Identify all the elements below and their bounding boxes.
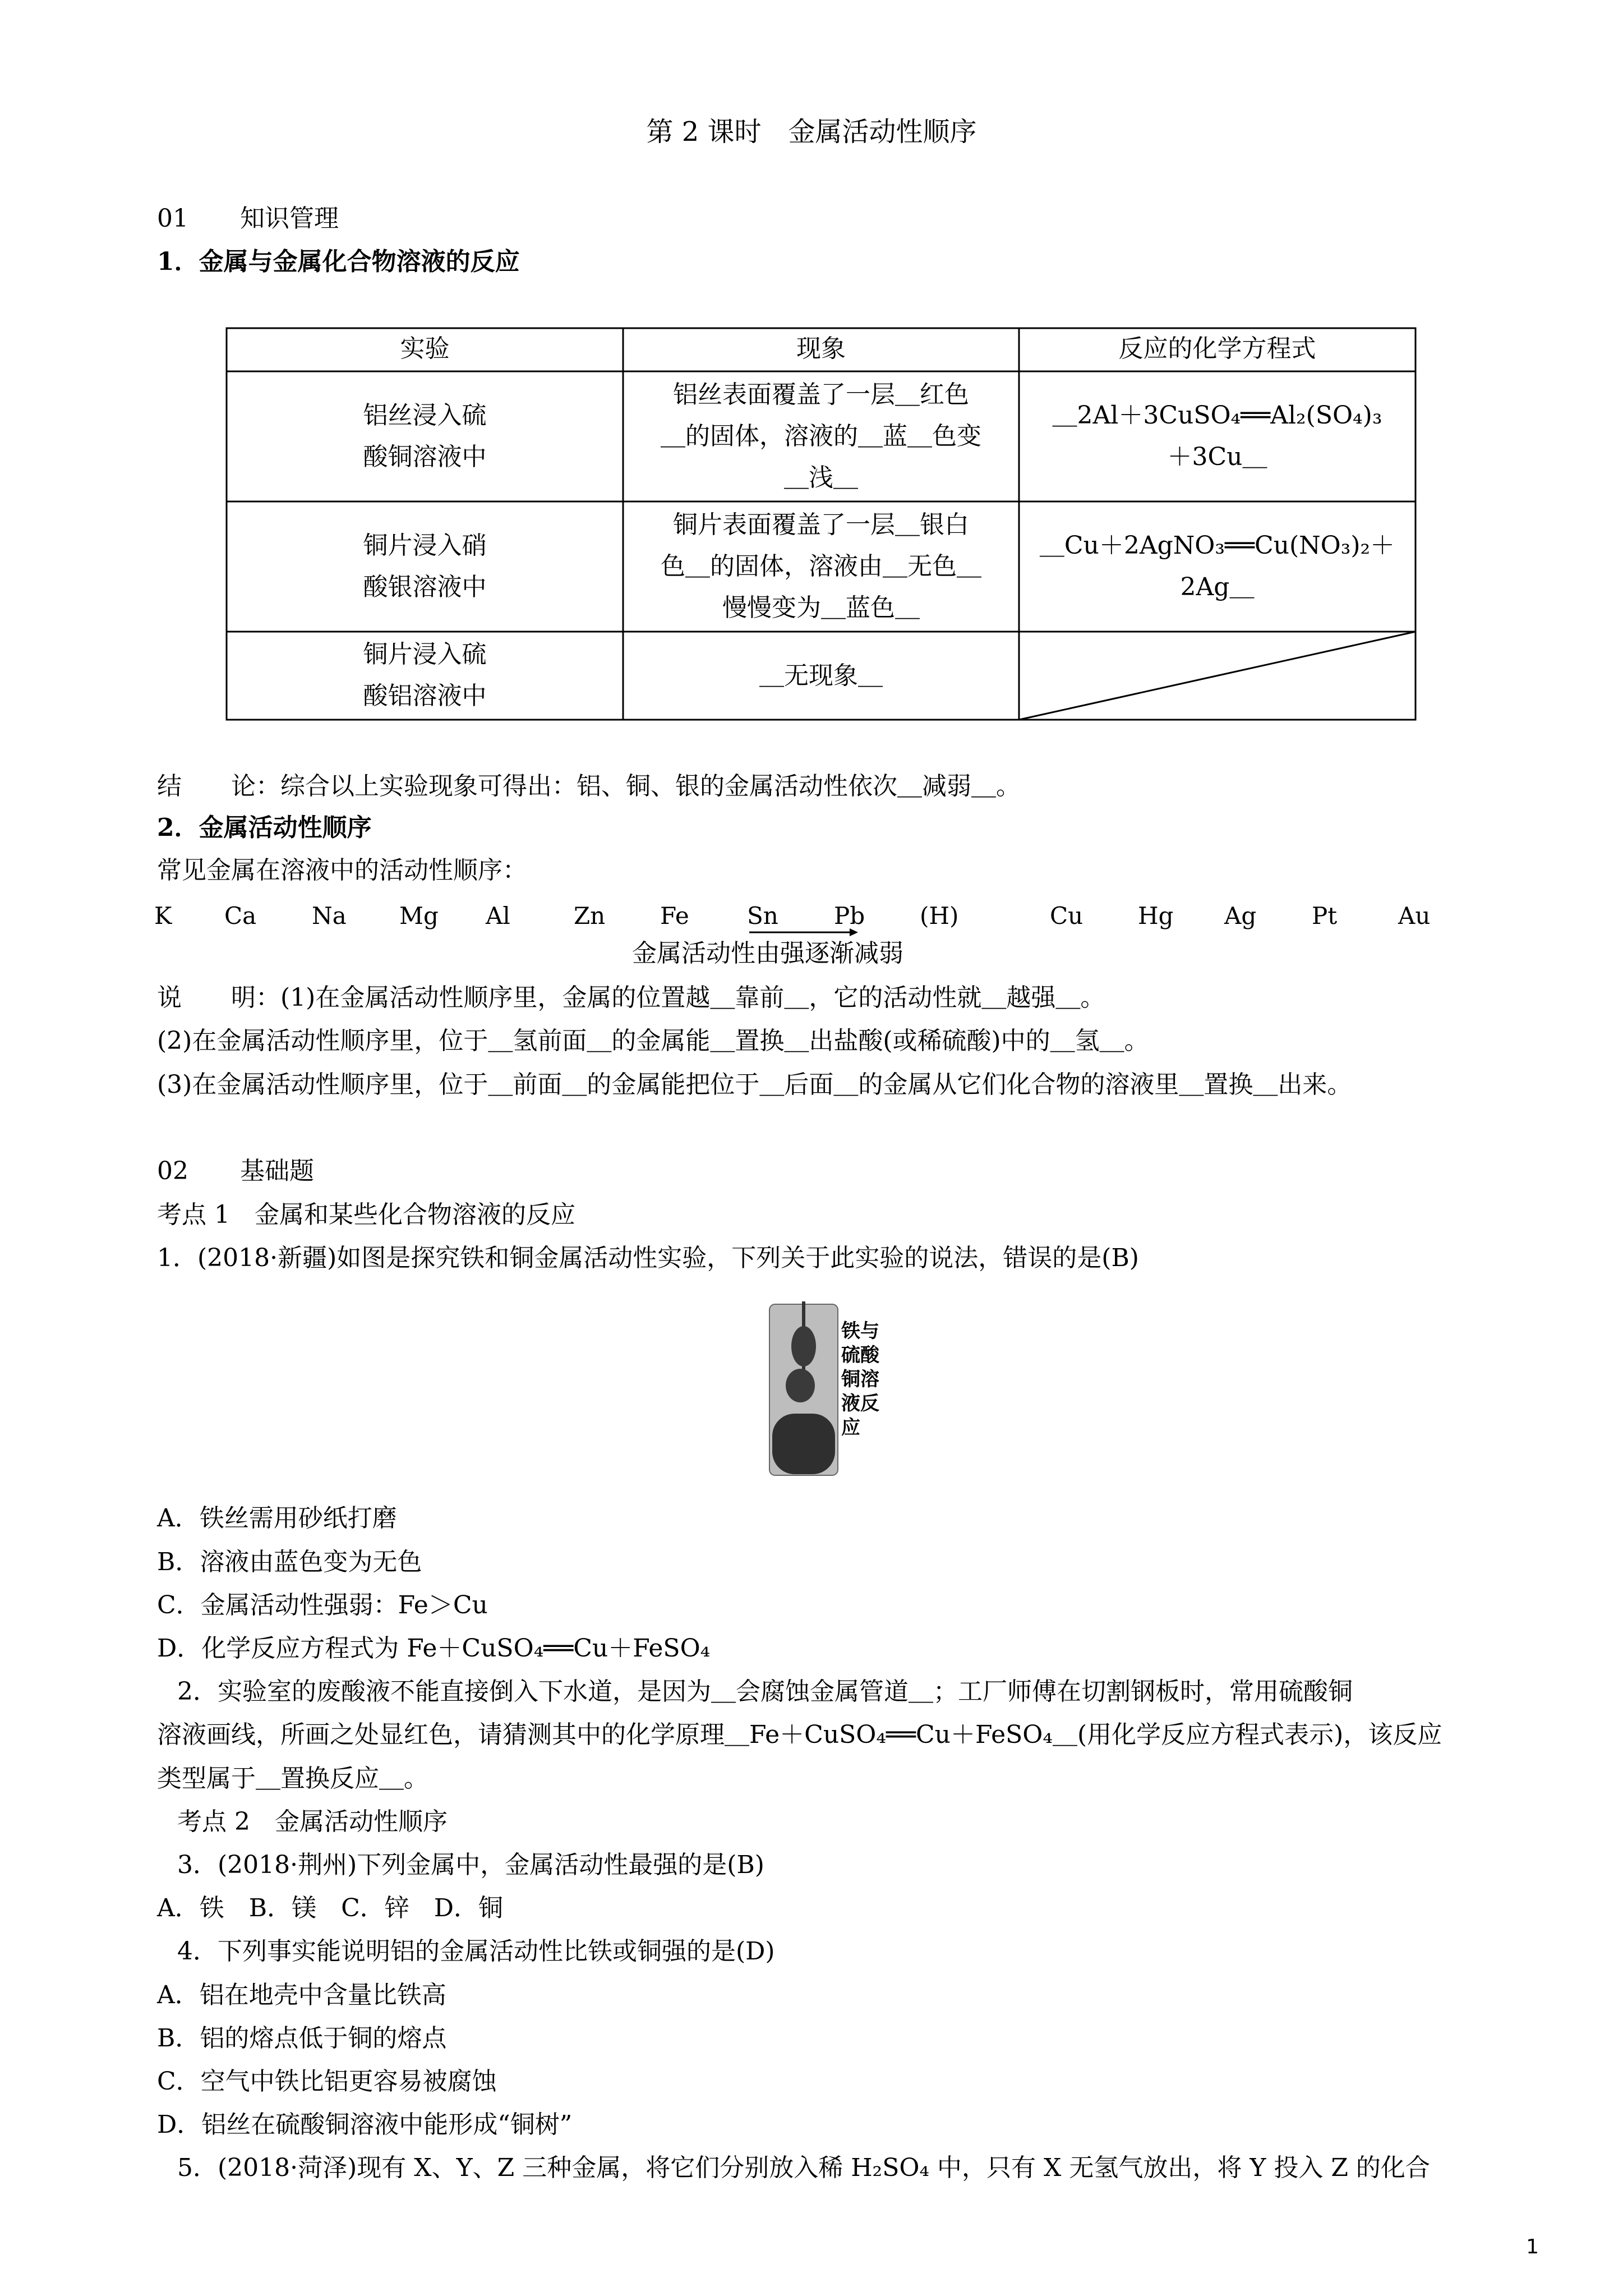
metal-symbol: Ca: [224, 902, 257, 930]
table-cell-phenomenon: 铝丝表面覆盖了一层＿红色 ＿的固体，溶液的＿蓝＿色变 ＿浅＿: [661, 380, 981, 492]
figure-caption: 铁与 硫酸 铜溶 液反 应: [841, 1320, 879, 1439]
question-stem: 类型属于＿置换反应＿。: [157, 1764, 428, 1793]
section-heading: 知识管理: [240, 204, 339, 233]
question-stem: 溶液画线，所画之处显红色，请猜测其中的化学原理＿Fe＋CuSO₄══Cu＋FeSO₄＿(用化学反应方程式表示)，该反应: [157, 1720, 1442, 1749]
answer-option: C．金属活动性强弱：Fe＞Cu: [157, 1591, 488, 1619]
answer-option: A．铝在地壳中含量比铁高: [157, 1981, 446, 2009]
answer-option: A．铁丝需用砂纸打磨: [157, 1504, 397, 1533]
metal-symbol: Cu: [1050, 902, 1083, 930]
table-header-phenomenon: 现象: [796, 334, 846, 363]
question-stem: 4．下列事实能说明铝的金属活动性比铁或铜强的是(D): [177, 1937, 775, 1966]
metal-symbol: Fe: [660, 902, 689, 930]
table-header-experiment: 实验: [400, 334, 450, 363]
section-number: 01: [157, 204, 188, 233]
table-cell-equation: ＿Cu＋2AgNO₃══Cu(NO₃)₂＋ 2Ag＿: [1039, 531, 1395, 601]
table-cell-equation: ＿2Al＋3CuSO₄══Al₂(SO₄)₃ ＋3Cu＿: [1052, 401, 1382, 471]
metal-symbol: Sn: [747, 902, 778, 930]
item-heading: 2．金属活动性顺序: [157, 813, 372, 842]
metal-symbol: Mg: [399, 902, 439, 930]
metal-symbol: Pb: [834, 902, 865, 930]
metal-symbol: Al: [486, 902, 510, 930]
metal-symbol: K: [154, 902, 172, 930]
question-stem: 3．(2018·荆州)下列金属中，金属活动性最强的是(B): [177, 1851, 764, 1879]
conclusion: 结 论：综合以上实验现象可得出：铝、铜、银的金属活动性依次＿减弱＿。: [157, 772, 1021, 800]
table-cell-phenomenon: ＿无现象＿: [759, 661, 883, 690]
knowledge-point: 考点 1 金属和某些化合物溶液的反应: [157, 1200, 575, 1229]
answer-option: B．铝的熔点低于铜的熔点: [157, 2024, 447, 2053]
table-cell-experiment: 铜片浸入硝 酸银溶液中: [363, 531, 487, 601]
answer-option: B．溶液由蓝色变为无色: [157, 1548, 422, 1576]
metal-symbol: Ag: [1224, 902, 1257, 930]
sequence-intro: 常见金属在溶液中的活动性顺序：: [157, 856, 527, 885]
table-cell-experiment: 铜片浸入硫 酸铝溶液中: [363, 640, 487, 710]
trend-label: 金属活动性由强逐渐减弱: [632, 939, 903, 968]
answer-options: A．铁 B．镁 C．锌 D．铜: [157, 1894, 504, 1922]
table-cell-experiment: 铝丝浸入硫 酸铜溶液中: [363, 401, 487, 471]
answer-option: D．铝丝在硫酸铜溶液中能形成“铜树”: [157, 2110, 573, 2139]
metal-symbol: Pt: [1312, 902, 1338, 930]
question-stem: 1．(2018·新疆)如图是探究铁和铜金属活动性实验，下列关于此实验的说法，错误的是(B): [157, 1244, 1139, 1272]
answer-option: C．空气中铁比铝更容易被腐蚀: [157, 2067, 497, 2096]
answer-option: D．化学反应方程式为 Fe＋CuSO₄══Cu＋FeSO₄: [157, 1634, 711, 1663]
page-number: 1: [1526, 2235, 1539, 2258]
page-title: 第 2 课时 金属活动性顺序: [646, 116, 977, 148]
metal-symbol: Au: [1398, 902, 1431, 930]
metal-symbol: Hg: [1138, 902, 1174, 930]
item-heading: 1．金属与金属化合物溶液的反应: [157, 247, 520, 276]
question-stem: 5．(2018·菏泽)现有 X、Y、Z 三种金属，将它们分别放入稀 H₂SO₄ 中，只有 X 无氢气放出，将 Y 投入 Z 的化合: [177, 2154, 1430, 2182]
note-line: 说 明：(1)在金属活动性顺序里，金属的位置越＿靠前＿，它的活动性就＿越强＿。: [157, 983, 1105, 1012]
note-line: (2)在金属活动性顺序里，位于＿氢前面＿的金属能＿置换＿出盐酸(或稀硫酸)中的＿氢＿。: [157, 1027, 1149, 1055]
question-stem: 2．实验室的废酸液不能直接倒入下水道，是因为＿会腐蚀金属管道＿；工厂师傅在切割钢板时，常用硫酸铜: [177, 1677, 1353, 1706]
metal-symbol: Zn: [574, 902, 606, 930]
metal-symbol: (H): [920, 902, 959, 930]
section-heading: 基础题: [240, 1157, 314, 1185]
table-cell-phenomenon: 铜片表面覆盖了一层＿银白 色＿的固体，溶液由＿无色＿ 慢慢变为＿蓝色＿: [661, 510, 981, 622]
table-header-equation: 反应的化学方程式: [1118, 334, 1316, 363]
knowledge-point: 考点 2 金属活动性顺序: [177, 1807, 448, 1836]
note-line: (3)在金属活动性顺序里，位于＿前面＿的金属能把位于＿后面＿的金属从它们化合物的溶液里＿置换＿出来。: [157, 1070, 1352, 1099]
metal-symbol: Na: [312, 902, 347, 930]
section-number: 02: [157, 1157, 188, 1185]
